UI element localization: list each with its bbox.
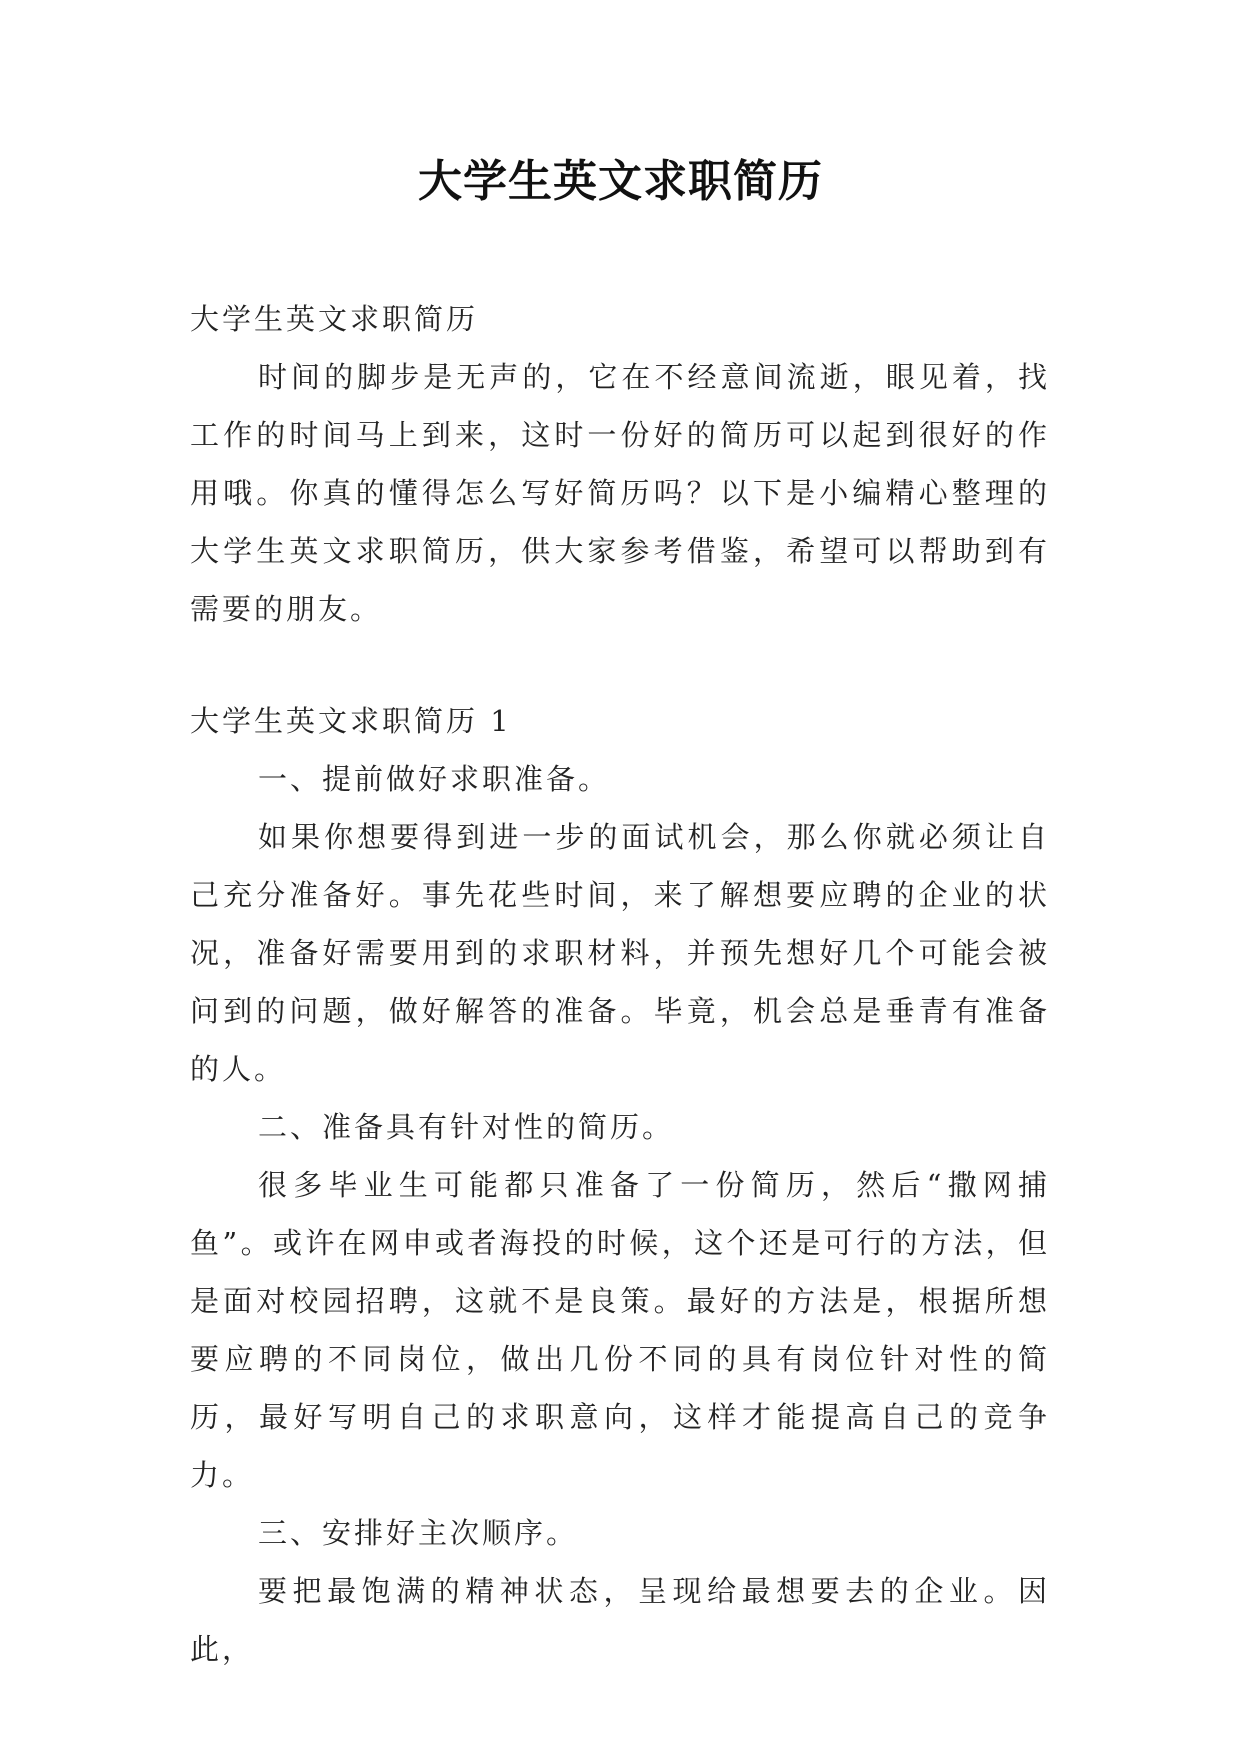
point-heading-2: 二、准备具有针对性的简历。 xyxy=(258,1110,675,1144)
point-body-3: 要把最饱满的精神状态，呈现给最想要去的企业。因此， xyxy=(190,1574,1050,1666)
point-body-2: 很多毕业生可能都只准备了一份简历，然后“撒网捕鱼”。或许在网申或者海投的时候，这个还是可行的方法，但是面对校园招聘，这就不是良策。最好的方法是，根据所想要应聘的不同岗位，做出几份不同的具有岗位针对性的简历，最好写明自己的求职意向，这样才能提高自己的竞争力。 xyxy=(190,1168,1050,1492)
section-heading: 大学生英文求职简历 1 xyxy=(190,704,512,738)
section-spacer xyxy=(190,638,1050,692)
point-heading-3: 三、安排好主次顺序。 xyxy=(258,1516,579,1550)
document-title: 大学生英文求职简历 xyxy=(418,156,823,207)
point-body-1: 如果你想要得到进一步的面试机会，那么你就必须让自己充分准备好。事先花些时间，来了解想要应聘的企业的状况，准备好需要用到的求职材料，并预先想好几个可能会被问到的问题，做好解答的准备。毕竟，机会总是垂青有准备的人。 xyxy=(190,820,1050,1086)
document-body xyxy=(190,290,1050,1678)
intro-paragraph: 时间的脚步是无声的，它在不经意间流逝，眼见着，找工作的时间马上到来，这时一份好的简历可以起到很好的作用哦。你真的懂得怎么写好简历吗？以下是小编精心整理的大学生英文求职简历，供大家参考借鉴，希望可以帮助到有需要的朋友。 xyxy=(190,360,1050,626)
point-heading-1: 一、提前做好求职准备。 xyxy=(258,762,611,796)
subtitle: 大学生英文求职简历 xyxy=(190,302,479,336)
